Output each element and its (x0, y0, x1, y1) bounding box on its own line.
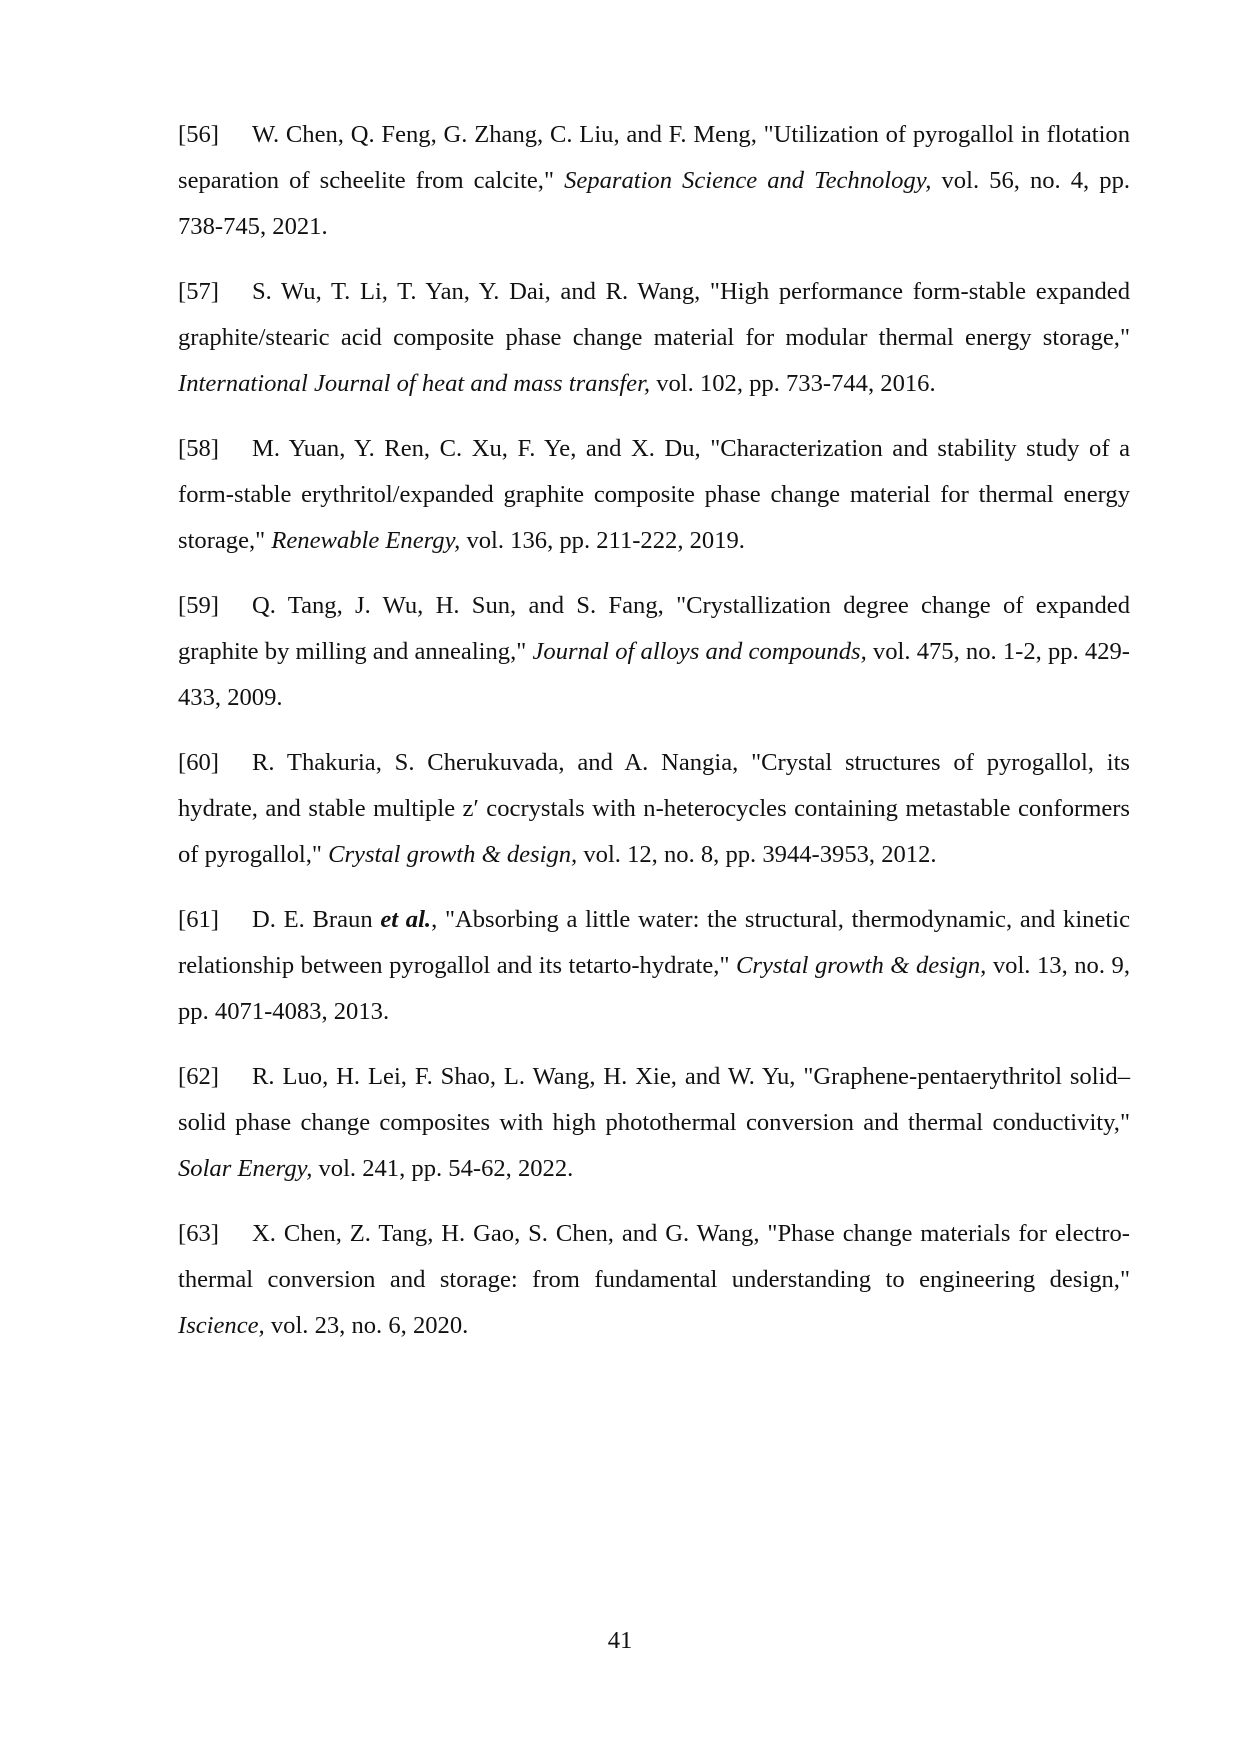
reference-number: [56] (178, 121, 219, 148)
reference-journal: Renewable Energy, (271, 527, 461, 554)
reference-number: [63] (178, 1220, 219, 1247)
reference-journal: Crystal growth & design, (328, 841, 578, 868)
reference-text: R. Luo, H. Lei, F. Shao, L. Wang, H. Xie, and W. Yu, "Graphene-pentaerythritol solid–solid phase change composites with high photothermal conversion and thermal conductivity," (178, 1063, 1130, 1136)
reference-62 (178, 1054, 1130, 1192)
reference-text: M. Yuan, Y. Ren, C. Xu, F. Ye, and X. Du, "Characterization and stability study of a form-stable erythritol/expanded graphite composite phase change material for thermal energy storage," (178, 435, 1130, 554)
reference-text: Q. Tang, J. Wu, H. Sun, and S. Fang, "Crystallization degree change of expanded graphite by milling and annealing," (178, 592, 1130, 665)
reference-journal: Crystal growth & design, (736, 952, 987, 979)
reference-number: [60] (178, 749, 219, 776)
reference-text: X. Chen, Z. Tang, H. Gao, S. Chen, and G. Wang, "Phase change materials for electro-thermal conversion and storage: from fundamental understanding to engineering design," (178, 1220, 1130, 1293)
reference-details: vol. 13, no. 9, pp. 4071-4083, 2013. (178, 952, 1130, 1025)
reference-text: D. E. Braun (252, 906, 381, 933)
reference-details: vol. 241, pp. 54-62, 2022. (312, 1155, 574, 1182)
reference-journal: Journal of alloys and compounds, (532, 638, 867, 665)
reference-63 (178, 1211, 1130, 1349)
reference-57 (178, 269, 1130, 407)
reference-details: vol. 475, no. 1-2, pp. 429-433, 2009. (178, 638, 1130, 711)
reference-text: W. Chen, Q. Feng, G. Zhang, C. Liu, and F. Meng, "Utilization of pyrogallol in flotation separation of scheelite from calcite," (178, 121, 1130, 194)
reference-number: [57] (178, 278, 219, 305)
reference-journal: Separation Science and Technology, (564, 167, 932, 194)
reference-et-al: et al. (380, 906, 432, 933)
reference-56 (178, 112, 1130, 250)
reference-60 (178, 740, 1130, 878)
reference-number: [59] (178, 592, 219, 619)
reference-text: R. Thakuria, S. Cherukuvada, and A. Nangia, "Crystal structures of pyrogallol, its hydrate, and stable multiple z′ cocrystals with n-heterocycles containing metastable conformers of pyrogallol," (178, 749, 1130, 868)
reference-number: [58] (178, 435, 219, 462)
reference-journal: Solar Energy, (178, 1155, 313, 1182)
reference-details: vol. 12, no. 8, pp. 3944-3953, 2012. (577, 841, 937, 868)
reference-list (178, 112, 1130, 1368)
reference-details: vol. 102, pp. 733-744, 2016. (650, 370, 936, 397)
reference-details: vol. 56, no. 4, pp. 738-745, 2021. (178, 167, 1131, 240)
reference-journal: Iscience, (178, 1312, 265, 1339)
reference-number: [61] (178, 906, 219, 933)
reference-text-continued: , "Absorbing a little water: the structural, thermodynamic, and kinetic relationship between pyrogallol and its tetarto-hydrate," (178, 906, 1130, 979)
reference-text: S. Wu, T. Li, T. Yan, Y. Dai, and R. Wang, "High performance form-stable expanded graphite/stearic acid composite phase change material for modular thermal energy storage," (178, 278, 1130, 351)
reference-details: vol. 23, no. 6, 2020. (264, 1312, 469, 1339)
reference-details: vol. 136, pp. 211-222, 2019. (460, 527, 745, 554)
page-number: 41 (607, 1627, 633, 1654)
reference-journal: International Journal of heat and mass transfer, (178, 370, 651, 397)
reference-59 (178, 583, 1130, 721)
reference-number: [62] (178, 1063, 219, 1090)
reference-61 (178, 897, 1130, 1035)
reference-58 (178, 426, 1130, 564)
